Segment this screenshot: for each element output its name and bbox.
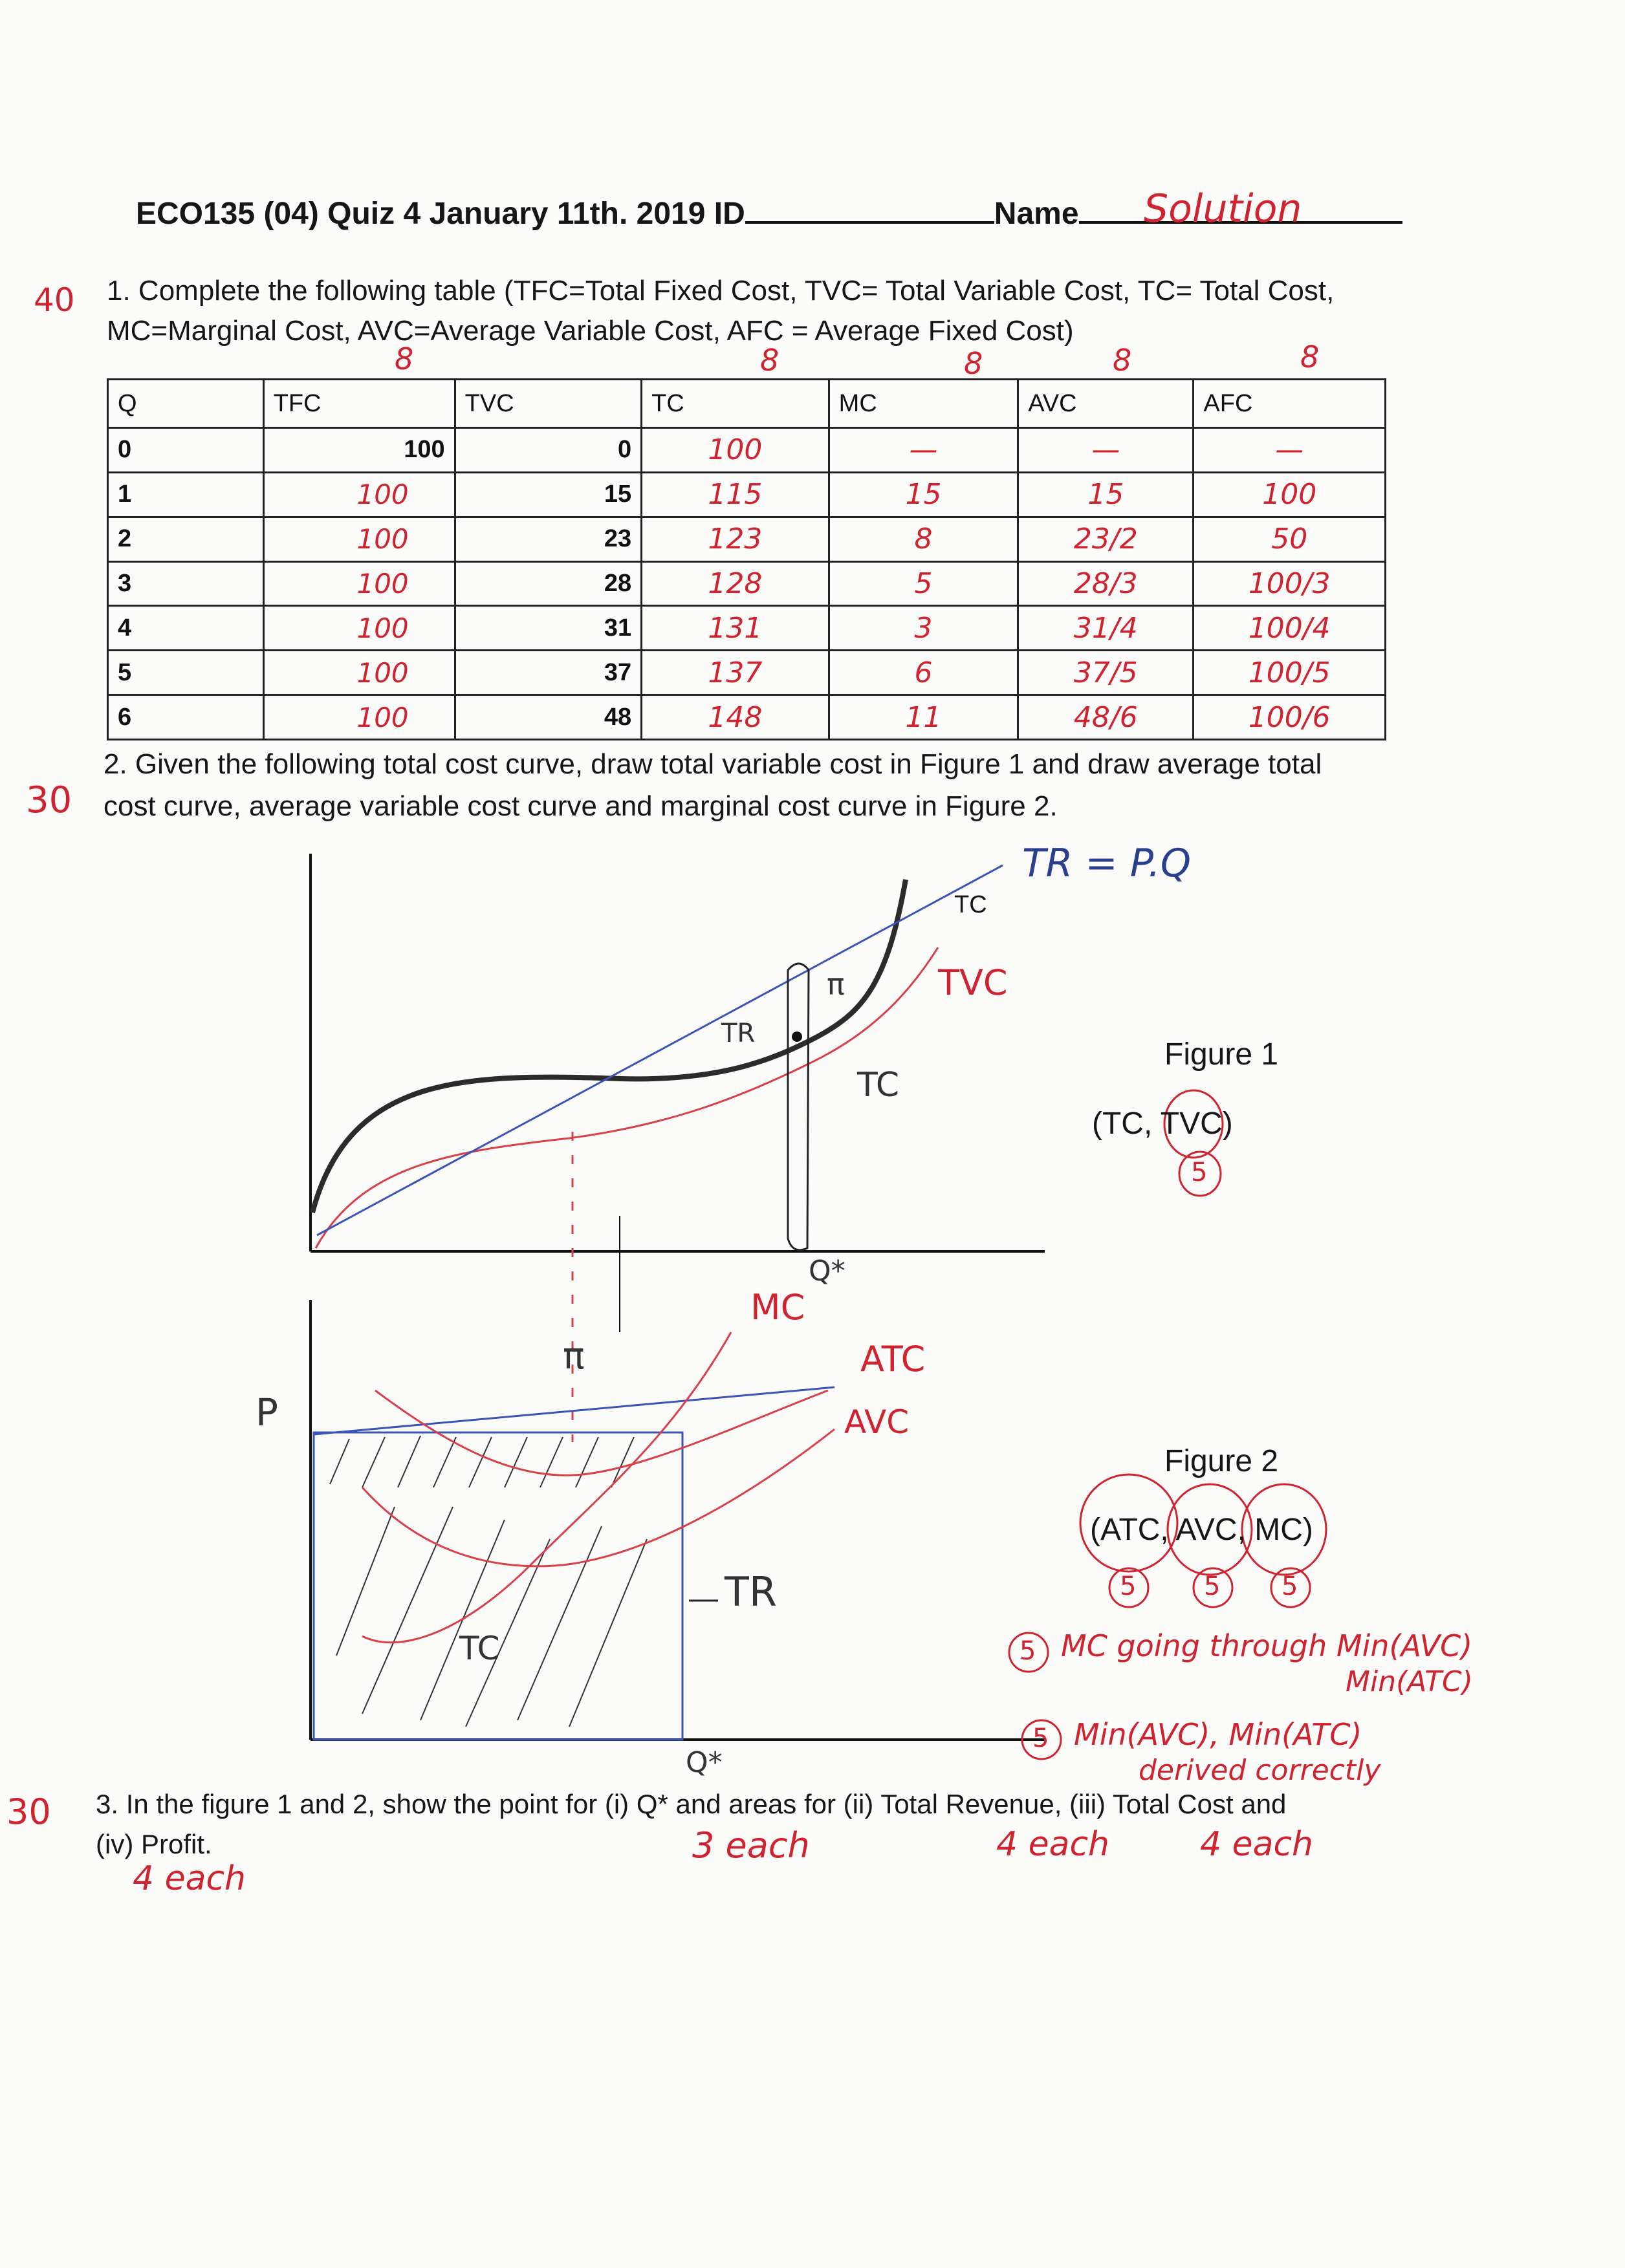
q-cell: 3	[108, 561, 264, 606]
atc-points: 5	[1120, 1571, 1137, 1601]
tr-label-fig2: TR	[725, 1568, 777, 1615]
tc-label-fig2: TC	[459, 1630, 500, 1667]
avc-cell: —	[1018, 428, 1194, 473]
mc-cell: 11	[829, 695, 1018, 740]
mc-note-line2: Min(ATC)	[1346, 1665, 1473, 1698]
col-header-tvc: TVC	[455, 380, 642, 428]
q3-mark-q: 3 each	[692, 1825, 810, 1866]
name-value: Solution	[1144, 186, 1302, 232]
profit-tc-bracket	[788, 964, 809, 1250]
col-header-tfc: TFC	[263, 380, 455, 428]
mc-cell: 6	[829, 651, 1018, 695]
mc-note-points: 5	[1020, 1636, 1036, 1666]
price-line	[314, 1387, 834, 1434]
tc-cell: 131	[642, 606, 829, 651]
mc-cell: 5	[829, 561, 1018, 606]
col-header-q: Q	[108, 380, 264, 428]
afc-cell: —	[1194, 428, 1386, 473]
afc-cell: 100	[1194, 472, 1386, 517]
tc-axis-label: TC	[954, 891, 987, 918]
tfc-cell: 100	[263, 561, 455, 606]
profit-label-fig2: π	[563, 1335, 585, 1377]
figure1-label: Figure 1	[1164, 1037, 1279, 1072]
q3-score: 30	[6, 1791, 51, 1832]
tfc-cell: 100	[263, 606, 455, 651]
q2-text-line1: 2. Given the following total cost curve, draw total variable cost in Figure 1 and draw average total	[104, 748, 1322, 780]
figure1-curves-label: (TC, TVC)	[1092, 1107, 1233, 1141]
mc-points: 5	[1281, 1571, 1298, 1601]
profit-label-fig1: π	[827, 967, 845, 1002]
q2-score: 30	[26, 779, 72, 821]
price-label: P	[256, 1390, 278, 1434]
q-cell: 4	[108, 606, 264, 651]
qstar-label-fig2: Q*	[686, 1746, 723, 1779]
q3-text-line2: (iv) Profit.	[96, 1829, 212, 1859]
mc-check-mark: 8	[964, 346, 983, 381]
q3-text-line1: 3. In the figure 1 and 2, show the point for (i) Q* and areas for (ii) Total Revenue, (iii) Total Cost and	[96, 1789, 1287, 1819]
tc-cell: 115	[642, 472, 829, 517]
avc-cell: 48/6	[1018, 695, 1194, 740]
afc-cell: 100/5	[1194, 651, 1386, 695]
q-cell: 5	[108, 651, 264, 695]
q2-text-line2: cost curve, average variable cost curve and marginal cost curve in Figure 2.	[104, 790, 1058, 822]
figure2-curves-label: (ATC, AVC, MC)	[1090, 1513, 1313, 1547]
afc-cell: 100/4	[1194, 606, 1386, 651]
mc-cell: 3	[829, 606, 1018, 651]
q-star-point	[792, 1031, 802, 1042]
q1-text-line2: MC=Marginal Cost, AVC=Average Variable Cost, AFC = Average Fixed Cost)	[107, 315, 1074, 347]
mc-label: MC	[750, 1287, 805, 1328]
title-text: ECO135 (04) Quiz 4 January 11th. 2019	[136, 197, 706, 231]
afc-cell: 50	[1194, 517, 1386, 561]
figure1-points: 5	[1191, 1158, 1208, 1187]
tc-cell: 100	[642, 428, 829, 473]
tvc-cell: 23	[455, 517, 642, 561]
afc-cell: 100/3	[1194, 561, 1386, 606]
q1-text-line1: 1. Complete the following table (TFC=Total Fixed Cost, TVC= Total Variable Cost, TC= Total Cost,	[107, 275, 1335, 307]
q-cell: 1	[108, 472, 264, 517]
tfc-cell: 100	[263, 695, 455, 740]
tvc-cell: 28	[455, 561, 642, 606]
col-header-afc: AFC	[1194, 380, 1386, 428]
tfc-cell: 100	[263, 428, 455, 473]
mc-curve	[362, 1332, 731, 1643]
name-label: Name	[994, 197, 1079, 231]
figure1-axes	[311, 854, 1045, 1251]
id-label: ID	[714, 197, 745, 231]
tvc-cell: 31	[455, 606, 642, 651]
figure2-label: Figure 2	[1164, 1444, 1279, 1478]
q1-score: 40	[34, 281, 75, 319]
avc-label: AVC	[844, 1403, 910, 1441]
tfc-cell: 100	[263, 472, 455, 517]
tvc-cell: 15	[455, 472, 642, 517]
qstar-label-fig1: Q*	[809, 1255, 845, 1288]
hatch-area	[330, 1436, 647, 1727]
min-note-line2: derived correctly	[1139, 1754, 1381, 1787]
min-note-line1: Min(AVC), Min(ATC)	[1074, 1717, 1362, 1752]
tvc-cell: 48	[455, 695, 642, 740]
tc-cell: 123	[642, 517, 829, 561]
afc-check-mark: 8	[1300, 340, 1320, 374]
tr-line	[317, 865, 1003, 1235]
mc-cell: 15	[829, 472, 1018, 517]
avc-check-mark: 8	[1113, 343, 1132, 378]
col-header-tc: TC	[642, 380, 829, 428]
q3-mark-tc: 4 each	[1200, 1825, 1314, 1864]
q3-mark-profit: 4 each	[133, 1859, 246, 1898]
tvc-label: TVC	[938, 962, 1008, 1003]
tc-cell: 128	[642, 561, 829, 606]
q-cell: 2	[108, 517, 264, 561]
tr-label-fig1: TR	[721, 1019, 756, 1048]
tc-curve	[312, 880, 906, 1213]
mc-cell: —	[829, 428, 1018, 473]
afc-cell: 100/6	[1194, 695, 1386, 740]
q-cell: 0	[108, 428, 264, 473]
col-header-avc: AVC	[1018, 380, 1194, 428]
avc-cell: 37/5	[1018, 651, 1194, 695]
mc-note-line1: MC going through Min(AVC)	[1061, 1628, 1473, 1663]
avc-cell: 15	[1018, 472, 1194, 517]
q-cell: 6	[108, 695, 264, 740]
tc-check-mark: 8	[760, 343, 780, 378]
col-header-mc: MC	[829, 380, 1018, 428]
tfc-cell: 100	[263, 651, 455, 695]
tfc-check-mark: 8	[395, 341, 414, 376]
figure2-axes	[311, 1300, 1045, 1740]
mc-cell: 8	[829, 517, 1018, 561]
avc-points: 5	[1204, 1571, 1221, 1601]
tr-equation: TR = P.Q	[1022, 841, 1191, 886]
tc-cell: 148	[642, 695, 829, 740]
tvc-cell: 37	[455, 651, 642, 695]
q3-mark-tr: 4 each	[996, 1825, 1110, 1864]
avc-cell: 31/4	[1018, 606, 1194, 651]
tc-cell: 137	[642, 651, 829, 695]
tfc-cell: 100	[263, 517, 455, 561]
atc-label: ATC	[860, 1339, 926, 1379]
tc-bracket-label: TC	[857, 1066, 900, 1105]
min-note-points: 5	[1032, 1723, 1049, 1753]
avc-cell: 23/2	[1018, 517, 1194, 561]
tvc-cell: 0	[455, 428, 642, 473]
avc-cell: 28/3	[1018, 561, 1194, 606]
